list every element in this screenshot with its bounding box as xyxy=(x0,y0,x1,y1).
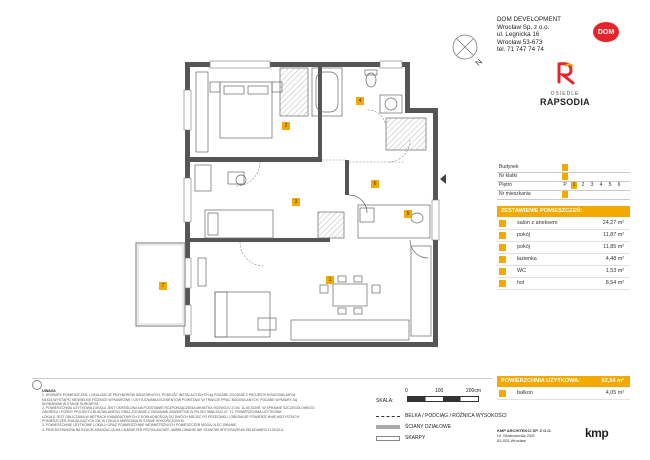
note-line: 4. PRZEDSTAWIONA NA RZUCIE ARANŻACJA MA CHARAKTER PRZYKŁADOWY, UMEBLOWANIE NIE STANOWI WYPOSAŻENIA SKŁADANEGO LOKALU. xyxy=(42,427,285,432)
room-marker-2: 2 xyxy=(282,122,290,130)
notes-marker-icon xyxy=(32,380,42,390)
note-line: WYMIARAMI W STANIE SUROWYM. xyxy=(42,401,100,406)
unit-label: Nr mieszkania xyxy=(499,191,531,197)
floor-label: Piętro xyxy=(499,182,513,188)
stair-label: Nr klatki xyxy=(499,173,518,179)
room-number-badge xyxy=(499,268,506,275)
stair-cell xyxy=(562,173,568,180)
rooms-header: ZESTAWIENIE POMIESZCZEŃ: xyxy=(497,206,630,217)
room-name: WC xyxy=(517,268,526,274)
living-room-furniture xyxy=(198,246,431,340)
dom-development-logo: DOM xyxy=(593,22,619,42)
room-number-badge xyxy=(499,232,506,239)
usable-area-value: 62,54 m² xyxy=(601,378,624,384)
note-line: 1. WYMIARY POMIESZCZEŃ, LOKALIZACJE PRZYBORÓW SANITARNYCH, PODEJŚĆ INSTALACYJNYCH są PODANE ZGODNIE Z PROJEKTEM BUDOWLANYM. xyxy=(42,393,297,398)
room-number-badge xyxy=(499,280,506,287)
info-row-unit xyxy=(497,190,630,200)
room-number-badge xyxy=(499,220,506,227)
unit-cell xyxy=(562,191,568,198)
notes-header: UWAGI: xyxy=(42,389,57,393)
note-line: POMIESZCZEŃ ZNAJDUJĄCYCH SIĘ W LOKALU MIERZONĄ W STANIE WYKOŃCZONYM. xyxy=(42,419,185,424)
building-label: Budynek xyxy=(499,164,519,170)
entry-arrow-icon xyxy=(440,174,446,184)
room-row xyxy=(497,278,630,290)
compass-icon xyxy=(453,35,477,59)
architect-info xyxy=(497,428,552,443)
room-marker-5: 5 xyxy=(404,210,412,218)
developer-line-2: Wrocław Sp. z o.o. xyxy=(497,23,550,31)
balcony-row xyxy=(497,388,630,400)
bathroom-fixtures xyxy=(280,68,426,150)
balcony-name: balkon xyxy=(517,390,533,396)
room-row xyxy=(497,266,630,278)
room-row xyxy=(497,254,630,266)
note-line: 3. POWIERZCHNIE UŻYTKOWE LOKALU ORAZ POWIERZCHNIE WEWNĘTRZNYCH POMIESZCZEŃ MOGĄ ULEC ZMIANIE. xyxy=(42,423,238,428)
legend-partition-icon xyxy=(376,425,400,429)
outer-walls xyxy=(185,62,438,347)
architect-name: KMP ARCHITEKCI SP. Z O.O. xyxy=(497,428,552,433)
scale-tick-0: 0 xyxy=(405,388,408,394)
room-area: 1,53 m² xyxy=(605,268,624,274)
room-marker-4: 4 xyxy=(356,97,364,105)
scale-tick-100: 100 xyxy=(435,388,444,394)
room-area: 11,85 m² xyxy=(603,244,624,250)
room-marker-3: 3 xyxy=(292,198,300,206)
floor-cell-4: 4 xyxy=(599,182,603,188)
scale-label: SKALA: xyxy=(376,398,394,404)
balcony-area: 4,05 m² xyxy=(605,390,624,396)
doors xyxy=(236,110,410,266)
floor-cell-3: 3 xyxy=(590,182,594,188)
legend-slope: SKARPY xyxy=(405,435,426,441)
room-name: pokój xyxy=(517,244,530,250)
developer-line-3: ul. Legnicka 16 xyxy=(497,31,540,39)
floor-cell-1: 1 xyxy=(572,182,576,188)
legend-slope-icon xyxy=(376,436,400,441)
room-number-badge xyxy=(499,256,506,263)
note-line: 2. POWIERZCHNIA UŻYTKOWA LOKALU JEST OKREŚLONA NA PODSTAWIE ROZPORZĄDZENIA MINISTRA ROZWOJU Z DN. 11.09.2020R. W SPRAWIE SZCZEGÓŁOWEGO xyxy=(42,406,315,411)
developer-line-5: tel. 71 747 74 74 xyxy=(497,46,544,54)
floor-cell-6: 6 xyxy=(617,182,621,188)
room-name: salon z aneksem xyxy=(517,220,558,226)
divider xyxy=(32,378,492,379)
rapsodia-mark-icon xyxy=(535,60,595,86)
bedroom-furniture xyxy=(196,72,282,152)
scale-tick-200: 200cm xyxy=(466,388,482,394)
room-area: 8,54 m² xyxy=(605,280,624,286)
room-area: 11,87 m² xyxy=(603,232,624,238)
room-name: hol xyxy=(517,280,525,286)
developer-line-4: Wrocław 53-673 xyxy=(497,38,543,46)
balcony-number-badge xyxy=(499,390,506,397)
room-name: łazienka xyxy=(517,256,537,262)
room3-furniture xyxy=(195,165,344,238)
rapsodia-logo xyxy=(535,60,595,107)
room-row xyxy=(497,230,630,242)
note-line: LOKALU JEST OBLICZANA W METRACH KWADRATOWYCH Z DOKŁADNOŚCIĄ DO DWÓCH MIEJSC PO PRZECINKU I OBEJMUJE POWIERZCHNIĘ WSZYSTKICH xyxy=(42,414,300,419)
building-cell xyxy=(562,164,568,171)
rapsodia-subtitle: OSIEDLE xyxy=(550,91,580,97)
room-marker-1: 1 xyxy=(326,276,334,284)
notes-block xyxy=(42,389,370,432)
floor-cell-2: 2 xyxy=(581,182,585,188)
kmp-logo: kmp xyxy=(585,426,609,440)
legend-partition: ŚCIANY DZIAŁOWE xyxy=(405,424,452,430)
room-marker-7: 7 xyxy=(159,282,167,290)
floor-cell-p: P xyxy=(563,182,567,188)
usable-area-label: POWIERZCHNIA UŻYTKOWA: xyxy=(501,378,581,384)
rapsodia-title: RAPSODIA xyxy=(540,97,590,107)
note-line: MOGĄ WYSTĄPIĆ NIEWIELKIE RÓŻNICE WYMIAROWE I USYTUOWANIA ELEMENTÓW POWSTAŁE W TRAKCIE PRAC BUDOWLANYCH. PODANE WYMIARY SĄ xyxy=(42,397,298,402)
developer-line-1: DOM DEVELOPMENT xyxy=(497,16,562,23)
room-area: 4,48 m² xyxy=(605,256,624,262)
note-line: ZAKRESU I FORMY PROJEKTU BUDOWLANEGO ORAZ ZGODNIE Z ZASADAMI ZAWARTYMI W PN-ISO 9836:2022-07. TJ. POWIERZCHNIA UŻYTKOWA xyxy=(42,410,282,415)
room-number-badge xyxy=(499,244,506,251)
room-area: 24,27 m² xyxy=(602,220,624,226)
architect-address-1: Ul. Skarbowców 23/6 xyxy=(497,433,535,438)
scale-bar xyxy=(407,396,479,402)
compass-letter: N xyxy=(473,57,485,68)
legend-beam: BELKA / PODCIĄG / RÓŻNICA WYSOKOŚCI xyxy=(405,413,507,419)
room-row xyxy=(497,242,630,254)
usable-area-bar xyxy=(497,376,630,387)
architect-address-2: 53-025 Wrocław xyxy=(497,438,526,443)
room-row xyxy=(497,218,630,230)
legend-beam-icon xyxy=(376,416,400,417)
room-marker-6: 6 xyxy=(371,180,379,188)
floor-cell-5: 5 xyxy=(608,182,612,188)
room-name: pokój xyxy=(517,232,530,238)
developer-info xyxy=(497,16,561,54)
wc-fixtures xyxy=(349,195,430,258)
